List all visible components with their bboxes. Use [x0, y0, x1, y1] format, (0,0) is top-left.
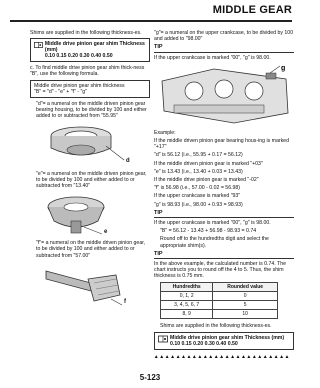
table-header-row	[161, 282, 278, 291]
shim-thickness-callout	[154, 332, 294, 350]
table-row	[161, 301, 278, 310]
round-instruction: Round off to the hundredths digit and select the appropriate shim(s).	[160, 236, 269, 249]
example-line: "d" is 56.12 (i.e., 55.95 + 0.17 = 56.12)	[154, 152, 243, 159]
shim-thickness-callout	[30, 38, 150, 62]
example-line: If the middle drive pinion gear is marked "-02"	[154, 177, 259, 184]
driven-gear-figure	[36, 191, 136, 237]
g-description: "g"= a numeral on the upper crankcase, to be divided by 100 and added to "98.00"	[154, 30, 294, 43]
tip-label: TIP	[154, 209, 163, 216]
left-column	[30, 30, 150, 310]
drive-pinion-illustration	[36, 261, 136, 307]
page-header	[10, 4, 292, 22]
shim-values: 0.10 0.15 0.20 0.30 0.40 0.50	[44, 53, 113, 60]
step-c-text: c. To find middle drive pinion gear shim thick-ness "B", use the following formula.	[30, 65, 145, 78]
rounding-table	[160, 282, 278, 320]
example-line: "e" is 13.43 (i.e., 13.40 + 0.03 = 13.43)	[154, 168, 243, 175]
formula-box	[30, 80, 150, 98]
tip-rule	[154, 217, 294, 218]
tip-text: In the above example, the calculated number is 0.74. The chart instructs you to round off the 4 to 5. Thus, the shim thickness is 0.75 mm.	[154, 261, 286, 280]
figure-label-d: d	[126, 157, 130, 164]
example-block	[154, 130, 294, 208]
shim-intro-text: Shims are supplied in the following thickness-es.	[30, 30, 142, 36]
table-cell: 8, 9	[161, 310, 213, 319]
table-cell: 10	[213, 310, 278, 319]
table-cell: 0	[213, 291, 278, 300]
figure-label-e: e	[104, 229, 108, 236]
shim-label: Middle drive pinion gear shim Thickness (mm)	[170, 334, 285, 341]
shim-values: 0.10 0.15 0.20 0.30 0.40 0.50	[170, 340, 238, 347]
table-row	[161, 291, 278, 300]
driven-gear-illustration	[36, 191, 136, 237]
spec-book-icon	[158, 335, 168, 343]
crankcase-illustration	[154, 63, 294, 127]
tip-rule	[154, 258, 294, 259]
table-cell: 3, 4, 5, 6, 7	[161, 301, 213, 310]
table-header: Rounded value	[213, 282, 278, 291]
f-description: "f"= a numeral on the middle driven pinion gear, to be divided by 100 and either added to or subtracted from "57.00"	[36, 240, 146, 259]
formula: "B" = "d" - "e" + "f" - "g"	[34, 88, 88, 95]
tip-rule	[154, 52, 294, 53]
example-line: If the upper crankcase is marked "93"	[154, 193, 241, 200]
shim-outro-text: Shims are supplied in the following thickness-es.	[160, 323, 272, 330]
header-rule	[10, 20, 292, 22]
figure-label-f: f	[124, 298, 126, 305]
tip-label: TIP	[154, 44, 163, 51]
tip-text: If the upper crankcase is marked "00", "g" is 98.00.	[154, 220, 271, 227]
crankcase-figure	[154, 63, 294, 127]
drive-pinion-figure	[36, 261, 136, 307]
spec-book-icon	[34, 41, 43, 49]
figure-label-g: g	[281, 64, 286, 72]
section-title: MIDDLE GEAR	[212, 4, 292, 16]
end-of-section-marker: ▲▲▲▲▲▲▲▲▲▲▲▲▲▲▲▲▲▲▲▲▲▲▲▲▲	[153, 354, 290, 360]
example-line: If the middle driven pinion gear bearing hous-ing is marked "+17"	[154, 138, 289, 151]
table-cell: 5	[213, 301, 278, 310]
example-line: "g" is 98.93 (i.e., 98.00 + 0.93 = 98.93)	[154, 201, 243, 208]
tip-text: If the upper crankcase is marked "00", "g" is 98.00.	[154, 54, 271, 61]
e-description: "e"= a numeral on the middle driven pinion gear, to be divided by 100 and either added to or subtracted from "13.40"	[36, 170, 147, 190]
shim-label: Middle drive pinion gear shim Thickness (mm)	[44, 41, 145, 54]
page-number: 5-123	[139, 373, 161, 382]
d-description: "d"= a numeral on the middle driven pinion gear bearing housing, to be divided by 100 and either added to or subtracted from "55.95"	[36, 101, 147, 120]
example-line: "f" is 56.98 (i.e., 57.00 - 0.02 = 56.98)	[154, 185, 241, 192]
formula-title: Middle drive pinion gear shim thickness	[34, 82, 125, 89]
right-column	[154, 30, 294, 353]
table-row	[161, 310, 278, 319]
example-line: Example:	[154, 129, 176, 136]
example-line: If the middle driven pinion gear is marked "+03"	[154, 160, 263, 167]
table-header: Hundredths	[161, 282, 213, 291]
tip-label: TIP	[154, 250, 163, 257]
table-cell: 0, 1, 2	[161, 291, 213, 300]
calculation: "B" = 56.12 - 13.43 + 56.98 - 98.93 = 0.74	[160, 228, 257, 235]
bearing-housing-figure	[36, 122, 136, 168]
bearing-housing-illustration	[36, 122, 136, 168]
